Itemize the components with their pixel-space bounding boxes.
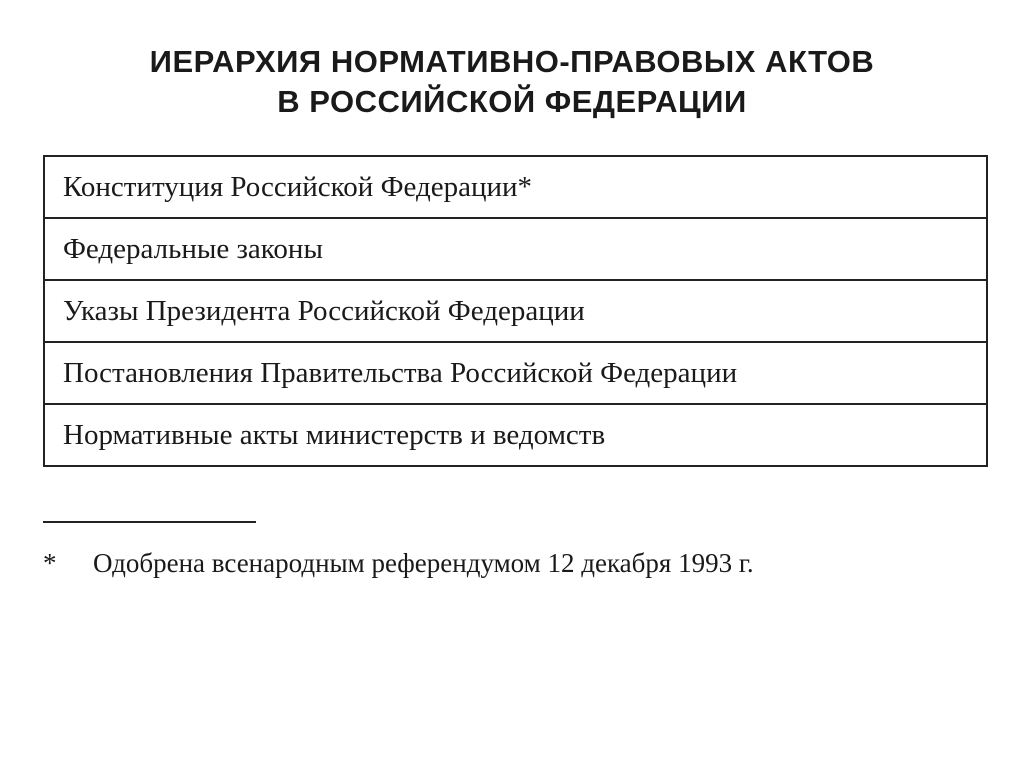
footnote: [43, 548, 754, 579]
hierarchy-row-presidential-decrees: Указы Президента Российской Федерации: [45, 281, 986, 343]
hierarchy-table: [43, 155, 988, 467]
footnote-marker: *: [43, 548, 57, 578]
footnote-text: Одобрена всенародным референдумом 12 декабря 1993 г.: [93, 548, 754, 578]
footnote-divider: [43, 521, 256, 523]
title-line-1: ИЕРАРХИЯ НОРМАТИВНО-ПРАВОВЫХ АКТОВ: [149, 44, 875, 79]
hierarchy-row-ministry-acts: Нормативные акты министерств и ведомств: [63, 418, 606, 451]
hierarchy-row-constitution: Конституция Российской Федерации*: [45, 157, 986, 219]
hierarchy-row-federal-laws: Федеральные законы: [45, 219, 986, 281]
page-title: [0, 42, 1024, 122]
title-line-2: В РОССИЙСКОЙ ФЕДЕРАЦИИ: [277, 84, 747, 119]
hierarchy-row-government-resolutions: Постановления Правительства Российской Федерации: [45, 343, 986, 405]
